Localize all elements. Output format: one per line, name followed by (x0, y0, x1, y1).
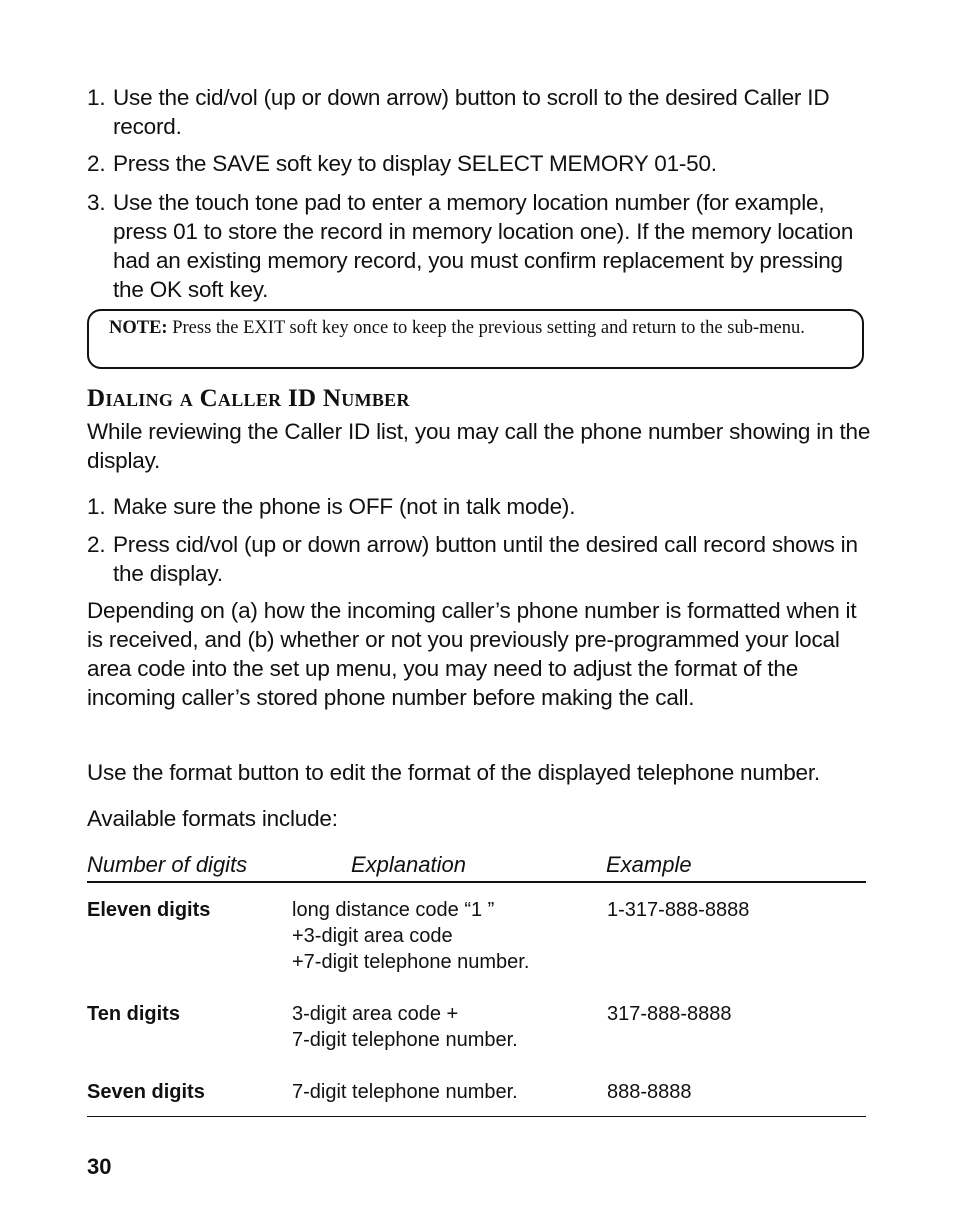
table-cell-explanation (292, 1001, 518, 1053)
step-text: Use the touch tone pad to enter a memory location number (for example, press 01 to store the record in memory location one). If the memory location had an existing memory record, you must confirm replacement by pressing the OK soft key. (113, 190, 854, 302)
page-number: 30 (87, 1154, 112, 1179)
table-bottom-rule (87, 1116, 866, 1117)
step-text: Press the SAVE soft key to display SELECT MEMORY 01-50. (113, 151, 717, 176)
explanation-line: +7-digit telephone number. (292, 951, 530, 973)
list-item (87, 83, 867, 141)
note-box (87, 309, 864, 369)
table-cell-example: 1-317-888-8888 (607, 899, 750, 921)
table-cell-example: 317-888-8888 (607, 1003, 732, 1025)
table-cell-digits: Seven digits (87, 1081, 205, 1103)
note-text: Press the EXIT soft key once to keep the previous setting and return to the sub-menu. (172, 318, 805, 338)
list-item (87, 530, 867, 588)
step-number: 3. (87, 190, 106, 215)
table-header-digits: Number of digits (87, 852, 248, 877)
explanation-line: 3-digit area code + (292, 1003, 459, 1025)
explanation-line: +3-digit area code (292, 925, 453, 947)
step-text: Make sure the phone is OFF (not in talk mode). (113, 494, 576, 519)
paragraph-available: Available formats include: (87, 806, 338, 831)
section-intro: While reviewing the Caller ID list, you may call the phone number showing in the display. (87, 419, 871, 473)
explanation-line: long distance code “1 ” (292, 899, 495, 921)
step-text: Press cid/vol (up or down arrow) button until the desired call record shows in the display. (113, 532, 858, 586)
table-header-rule (87, 881, 866, 883)
note-label: NOTE: (109, 318, 168, 338)
paragraph-format-button: Use the format button to edit the format of the displayed telephone number. (87, 760, 820, 785)
paragraph-depending: Depending on (a) how the incoming caller’s phone number is formatted when it is received, and (b) whether or not you previously pre-programmed your local area code into the set up menu, you may need to adjust the format of the incoming caller’s stored phone number before making the call. (87, 598, 857, 710)
explanation-line: 7-digit telephone number. (292, 1029, 518, 1051)
table-cell-explanation (292, 897, 529, 975)
table-header-example: Example (606, 852, 692, 877)
list-item (87, 188, 867, 304)
table-cell-digits: Eleven digits (87, 899, 211, 921)
table-cell-digits: Ten digits (87, 1003, 180, 1025)
table-cell-example: 888-8888 (607, 1081, 692, 1103)
step-number: 2. (87, 532, 106, 557)
table-header-explanation: Explanation (351, 852, 466, 877)
step-text: Use the cid/vol (up or down arrow) button to scroll to the desired Caller ID record. (113, 85, 830, 139)
section-heading: Dialing a Caller ID Number (87, 385, 410, 412)
list-item (87, 492, 867, 521)
explanation-line: 7-digit telephone number. (292, 1081, 518, 1103)
list-item (87, 149, 867, 178)
step-number: 1. (87, 494, 106, 519)
table-cell-explanation (292, 1079, 518, 1105)
step-number: 2. (87, 151, 106, 176)
step-number: 1. (87, 85, 106, 110)
